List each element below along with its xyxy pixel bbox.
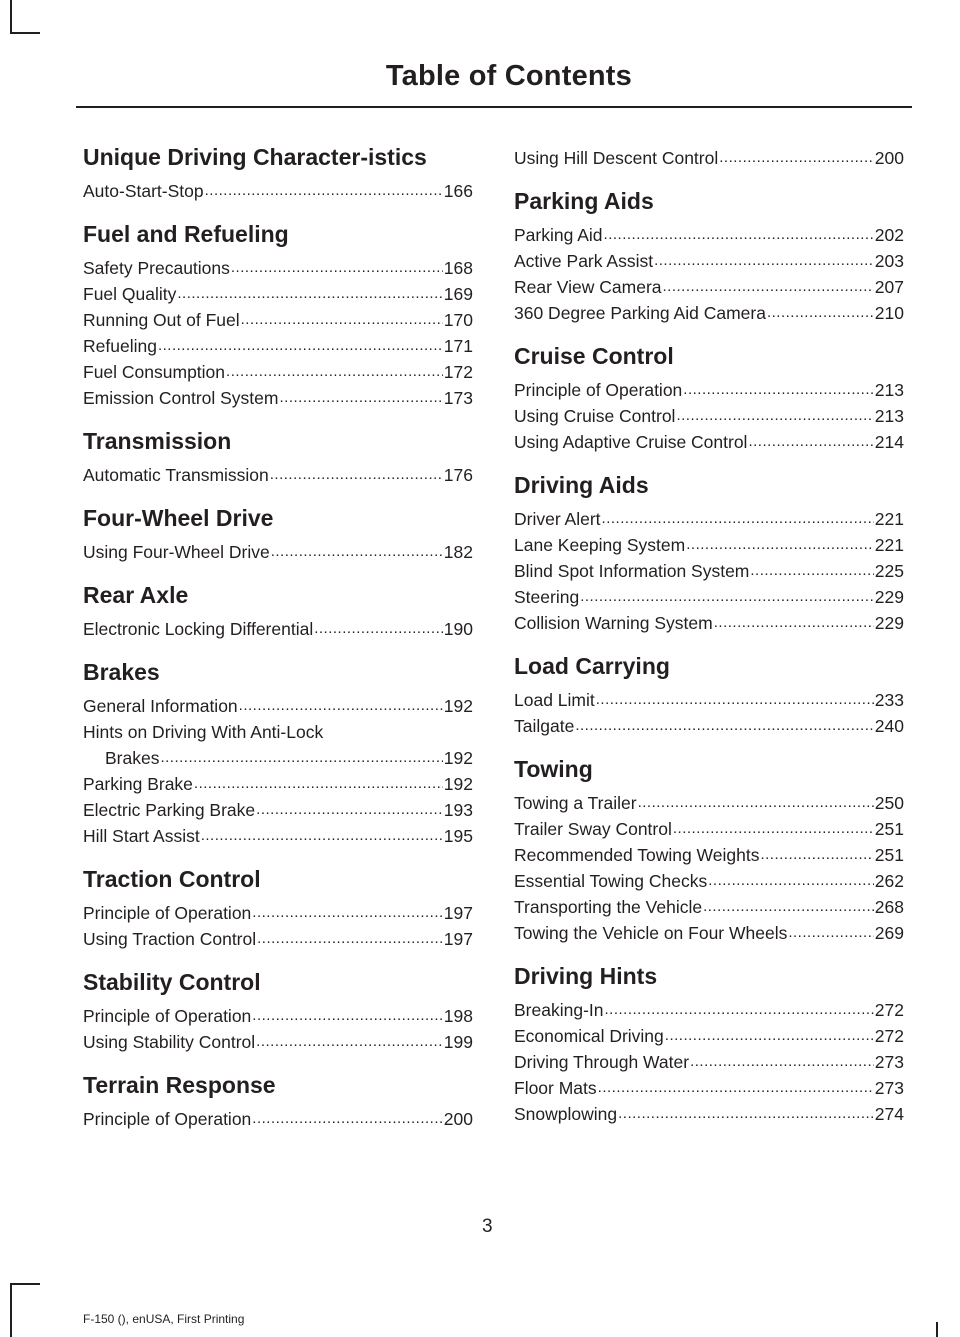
toc-entry[interactable] [514, 816, 904, 842]
dot-leader [654, 248, 874, 274]
toc-entry-page: 225 [874, 561, 904, 581]
dot-leader [683, 377, 874, 403]
section-title: Terrain Response [83, 1072, 276, 1098]
page-title: Table of Contents [385, 60, 632, 92]
toc-entry[interactable] [514, 997, 904, 1023]
toc-entry-page: 203 [874, 251, 904, 271]
dot-leader [708, 868, 874, 894]
toc-entry-label: Using Stability Control [83, 1032, 256, 1052]
toc-entry-page: 170 [443, 310, 473, 330]
toc-entry[interactable] [514, 532, 904, 558]
dot-leader [638, 790, 874, 816]
toc-entry-label: Safety Precautions [83, 258, 230, 278]
section-title: Parking Aids [514, 188, 654, 214]
toc-entry-page: 274 [874, 1104, 904, 1124]
toc-entry[interactable] [514, 377, 904, 403]
toc-entry-label: Automatic Transmission [83, 465, 269, 485]
dot-leader [252, 900, 443, 926]
dot-leader [271, 539, 443, 565]
toc-entry-page: 199 [443, 1032, 473, 1052]
dot-leader [703, 894, 874, 920]
toc-section [514, 473, 904, 636]
toc-section [514, 654, 904, 739]
toc-entry[interactable] [83, 616, 473, 642]
toc-entry[interactable] [83, 771, 473, 797]
toc-entry-page: 213 [874, 380, 904, 400]
toc-entry-page: 193 [443, 800, 473, 820]
toc-section [83, 970, 473, 1055]
toc-entry[interactable] [514, 145, 904, 171]
toc-entry-label: Economical Driving [514, 1026, 664, 1046]
toc-entry[interactable] [83, 797, 473, 823]
toc-entry-page: 182 [443, 542, 473, 562]
toc-entry-label: Towing a Trailer [514, 793, 637, 813]
toc-entry-page: 198 [443, 1006, 473, 1026]
toc-entry-page: 197 [443, 903, 473, 923]
dot-leader [760, 842, 873, 868]
toc-entry-page: 272 [874, 1000, 904, 1020]
toc-entry[interactable] [83, 1003, 473, 1029]
dot-leader [690, 1049, 874, 1075]
toc-entry[interactable] [514, 300, 904, 326]
section-title: Driving Aids [514, 472, 649, 498]
toc-section [83, 1073, 473, 1132]
toc-entry-page: 190 [443, 619, 473, 639]
dot-leader [665, 1023, 874, 1049]
toc-entry-label: Fuel Quality [83, 284, 177, 304]
dot-leader [314, 616, 443, 642]
toc-entry-page: 221 [874, 509, 904, 529]
section-title: Rear Axle [83, 582, 189, 608]
toc-entry[interactable] [83, 1029, 473, 1055]
toc-entry[interactable] [83, 178, 473, 204]
section-title: Traction Control [83, 866, 261, 892]
toc-entry-label: Active Park Assist [514, 251, 654, 271]
toc-entry-page: 221 [874, 535, 904, 555]
toc-entry[interactable] [514, 610, 904, 636]
dot-leader [719, 145, 874, 171]
toc-entry-label: Using Cruise Control [514, 406, 676, 426]
toc-entry[interactable] [83, 307, 473, 333]
toc-entry[interactable] [83, 539, 473, 565]
toc-entry[interactable] [514, 584, 904, 610]
toc-entry-page: 171 [443, 336, 473, 356]
toc-section [83, 583, 473, 642]
toc-entry[interactable] [83, 693, 473, 719]
toc-entry[interactable] [83, 255, 473, 281]
toc-section [514, 964, 904, 1127]
toc-entry-page: 273 [874, 1052, 904, 1072]
toc-entry-label: Using Four-Wheel Drive [83, 542, 270, 562]
dot-leader [160, 745, 442, 771]
toc-entry-label: Hints on Driving With Anti-Lock [83, 722, 324, 742]
toc-entry-label-continued: Brakes [105, 748, 160, 768]
dot-leader [256, 797, 443, 823]
toc-entry-page: 192 [443, 696, 473, 716]
section-title: Fuel and Refueling [83, 221, 289, 247]
dot-leader [252, 1003, 443, 1029]
dot-leader [241, 307, 443, 333]
toc-entry[interactable] [514, 1023, 904, 1049]
dot-leader [580, 584, 874, 610]
toc-entry-label: Using Adaptive Cruise Control [514, 432, 748, 452]
toc-entry-page: 269 [874, 923, 904, 943]
dot-leader [604, 222, 874, 248]
dot-leader [686, 532, 874, 558]
toc-entry[interactable] [514, 790, 904, 816]
toc-entry-label: Running Out of Fuel [83, 310, 240, 330]
footer-text: F-150 (), enUSA, First Printing [83, 1312, 245, 1326]
dot-leader [270, 462, 443, 488]
toc-section [83, 145, 473, 204]
toc-entry[interactable] [514, 558, 904, 584]
toc-entry[interactable] [83, 385, 473, 411]
toc-entry-label: Refueling [83, 336, 157, 356]
toc-entry[interactable] [514, 429, 904, 455]
toc-entry-page: 200 [874, 148, 904, 168]
toc-entry-label: Tailgate [514, 716, 575, 736]
toc-column-right [514, 145, 904, 1145]
toc-entry-label: Principle of Operation [83, 1109, 252, 1129]
toc-entry[interactable] [514, 274, 904, 300]
crop-mark-bottom-left-h [10, 1283, 40, 1285]
toc-entry[interactable] [514, 506, 904, 532]
toc-entry-page: 172 [443, 362, 473, 382]
toc-entry-page: 168 [443, 258, 473, 278]
toc-section [514, 757, 904, 946]
toc-entry-page: 202 [874, 225, 904, 245]
toc-entry-label: Principle of Operation [514, 380, 683, 400]
toc-entry-label: Parking Aid [514, 225, 603, 245]
toc-section [83, 222, 473, 411]
section-title: Cruise Control [514, 343, 674, 369]
toc-entry-label: Driver Alert [514, 509, 601, 529]
toc-entry[interactable] [83, 719, 473, 771]
dot-leader [605, 997, 874, 1023]
toc-entry[interactable] [514, 920, 904, 946]
toc-entry[interactable] [514, 248, 904, 274]
toc-entry-label: Using Traction Control [83, 929, 257, 949]
toc-section [514, 145, 904, 171]
toc-entry-page: 273 [874, 1078, 904, 1098]
toc-entry[interactable] [83, 1106, 473, 1132]
toc-entry[interactable] [514, 713, 904, 739]
toc-entry-page: 250 [874, 793, 904, 813]
toc-entry[interactable] [83, 333, 473, 359]
toc-entry[interactable] [514, 222, 904, 248]
dot-leader [177, 281, 442, 307]
toc-entry-label: Using Hill Descent Control [514, 148, 719, 168]
section-title: Load Carrying [514, 653, 670, 679]
toc-entry-page: 251 [874, 845, 904, 865]
dot-leader [748, 429, 873, 455]
toc-entry[interactable] [83, 926, 473, 952]
toc-entry-label: Floor Mats [514, 1078, 597, 1098]
dot-leader [596, 687, 874, 713]
toc-entry[interactable] [83, 823, 473, 849]
toc-entry-page: 272 [874, 1026, 904, 1046]
toc-entry[interactable] [514, 687, 904, 713]
toc-entry-label: Collision Warning System [514, 613, 713, 633]
dot-leader [676, 403, 873, 429]
dot-leader [226, 359, 443, 385]
toc-entry-page: 268 [874, 897, 904, 917]
toc-entry-label: Electric Parking Brake [83, 800, 256, 820]
toc-entry-page: 251 [874, 819, 904, 839]
toc-entry-label: Recommended Towing Weights [514, 845, 760, 865]
toc-entry-page: 229 [874, 613, 904, 633]
toc-entry-page: 213 [874, 406, 904, 426]
toc-section [83, 506, 473, 565]
toc-entry-label: Essential Towing Checks [514, 871, 708, 891]
toc-entry-label: Hill Start Assist [83, 826, 200, 846]
toc-entry-page: 192 [443, 774, 473, 794]
crop-mark-bottom-left-v [10, 1283, 12, 1337]
toc-section [514, 344, 904, 455]
toc-entry-page: 200 [443, 1109, 473, 1129]
crop-mark-bottom-right-v [936, 1322, 938, 1337]
toc-entry[interactable] [83, 900, 473, 926]
dot-leader [602, 506, 874, 532]
toc-entry-label: 360 Degree Parking Aid Camera [514, 303, 766, 323]
crop-mark-top-left-v [10, 0, 12, 34]
toc-section [83, 429, 473, 488]
dot-leader [257, 926, 443, 952]
section-title: Driving Hints [514, 963, 658, 989]
toc-entry-label: Rear View Camera [514, 277, 662, 297]
dot-leader [663, 274, 874, 300]
toc-entry-label: Load Limit [514, 690, 595, 710]
dot-leader [194, 771, 443, 797]
toc-entry-label: Principle of Operation [83, 903, 252, 923]
toc-entry[interactable] [514, 1049, 904, 1075]
toc-entry-label: Blind Spot Information System [514, 561, 750, 581]
toc-entry-label: General Information [83, 696, 238, 716]
dot-leader [205, 178, 443, 204]
dot-leader [252, 1106, 443, 1132]
toc-entry[interactable] [514, 403, 904, 429]
section-title: Unique Driving Character-istics [83, 144, 427, 170]
dot-leader [618, 1101, 874, 1127]
section-title: Towing [514, 756, 593, 782]
dot-leader [788, 920, 873, 946]
toc-entry[interactable] [514, 842, 904, 868]
toc-entry-label: Auto-Start-Stop [83, 181, 204, 201]
toc-entry-label: Parking Brake [83, 774, 193, 794]
section-title: Four-Wheel Drive [83, 505, 274, 531]
dot-leader [598, 1075, 874, 1101]
toc-entry-label: Principle of Operation [83, 1006, 252, 1026]
dot-leader [750, 558, 873, 584]
section-title: Stability Control [83, 969, 261, 995]
dot-leader [279, 385, 442, 411]
toc-entry-label: Electronic Locking Differential [83, 619, 314, 639]
dot-leader [239, 693, 443, 719]
toc-entry-label: Breaking-In [514, 1000, 604, 1020]
dot-leader [231, 255, 443, 281]
toc-entry-page: 166 [443, 181, 473, 201]
toc-entry-label: Snowplowing [514, 1104, 618, 1124]
dot-leader [673, 816, 874, 842]
toc-entry-page: 192 [443, 748, 473, 768]
dot-leader [256, 1029, 443, 1055]
toc-entry-page: 262 [874, 871, 904, 891]
toc-section [83, 660, 473, 849]
toc-entry-page: 173 [443, 388, 473, 408]
toc-entry[interactable] [83, 281, 473, 307]
toc-entry-page: 207 [874, 277, 904, 297]
crop-mark-top-left-h [10, 32, 40, 34]
toc-entry-page: 233 [874, 690, 904, 710]
toc-column-left [83, 145, 473, 1150]
header-divider [76, 106, 912, 108]
dot-leader [714, 610, 874, 636]
toc-entry-page: 169 [443, 284, 473, 304]
page-number: 3 [482, 1216, 493, 1237]
toc-entry-page: 229 [874, 587, 904, 607]
section-title: Brakes [83, 659, 160, 685]
toc-entry-page: 195 [443, 826, 473, 846]
toc-section [83, 867, 473, 952]
toc-entry[interactable] [83, 462, 473, 488]
toc-entry-label: Emission Control System [83, 388, 279, 408]
toc-entry-label: Lane Keeping System [514, 535, 686, 555]
toc-entry-page: 210 [874, 303, 904, 323]
toc-entry[interactable] [514, 1075, 904, 1101]
dot-leader [575, 713, 873, 739]
toc-entry-label: Driving Through Water [514, 1052, 690, 1072]
toc-section [514, 189, 904, 326]
toc-entry-page: 240 [874, 716, 904, 736]
toc-entry-label: Transporting the Vehicle [514, 897, 703, 917]
dot-leader [767, 300, 874, 326]
dot-leader [201, 823, 443, 849]
toc-entry[interactable] [514, 868, 904, 894]
toc-entry[interactable] [514, 894, 904, 920]
toc-entry-page: 214 [874, 432, 904, 452]
toc-entry-label: Steering [514, 587, 580, 607]
toc-entry-label: Fuel Consumption [83, 362, 226, 382]
section-title: Transmission [83, 428, 232, 454]
toc-entry-page: 197 [443, 929, 473, 949]
dot-leader [158, 333, 443, 359]
toc-entry[interactable] [83, 359, 473, 385]
toc-entry-page: 176 [443, 465, 473, 485]
toc-entry-label: Towing the Vehicle on Four Wheels [514, 923, 788, 943]
toc-entry-label: Trailer Sway Control [514, 819, 672, 839]
toc-entry[interactable] [514, 1101, 904, 1127]
